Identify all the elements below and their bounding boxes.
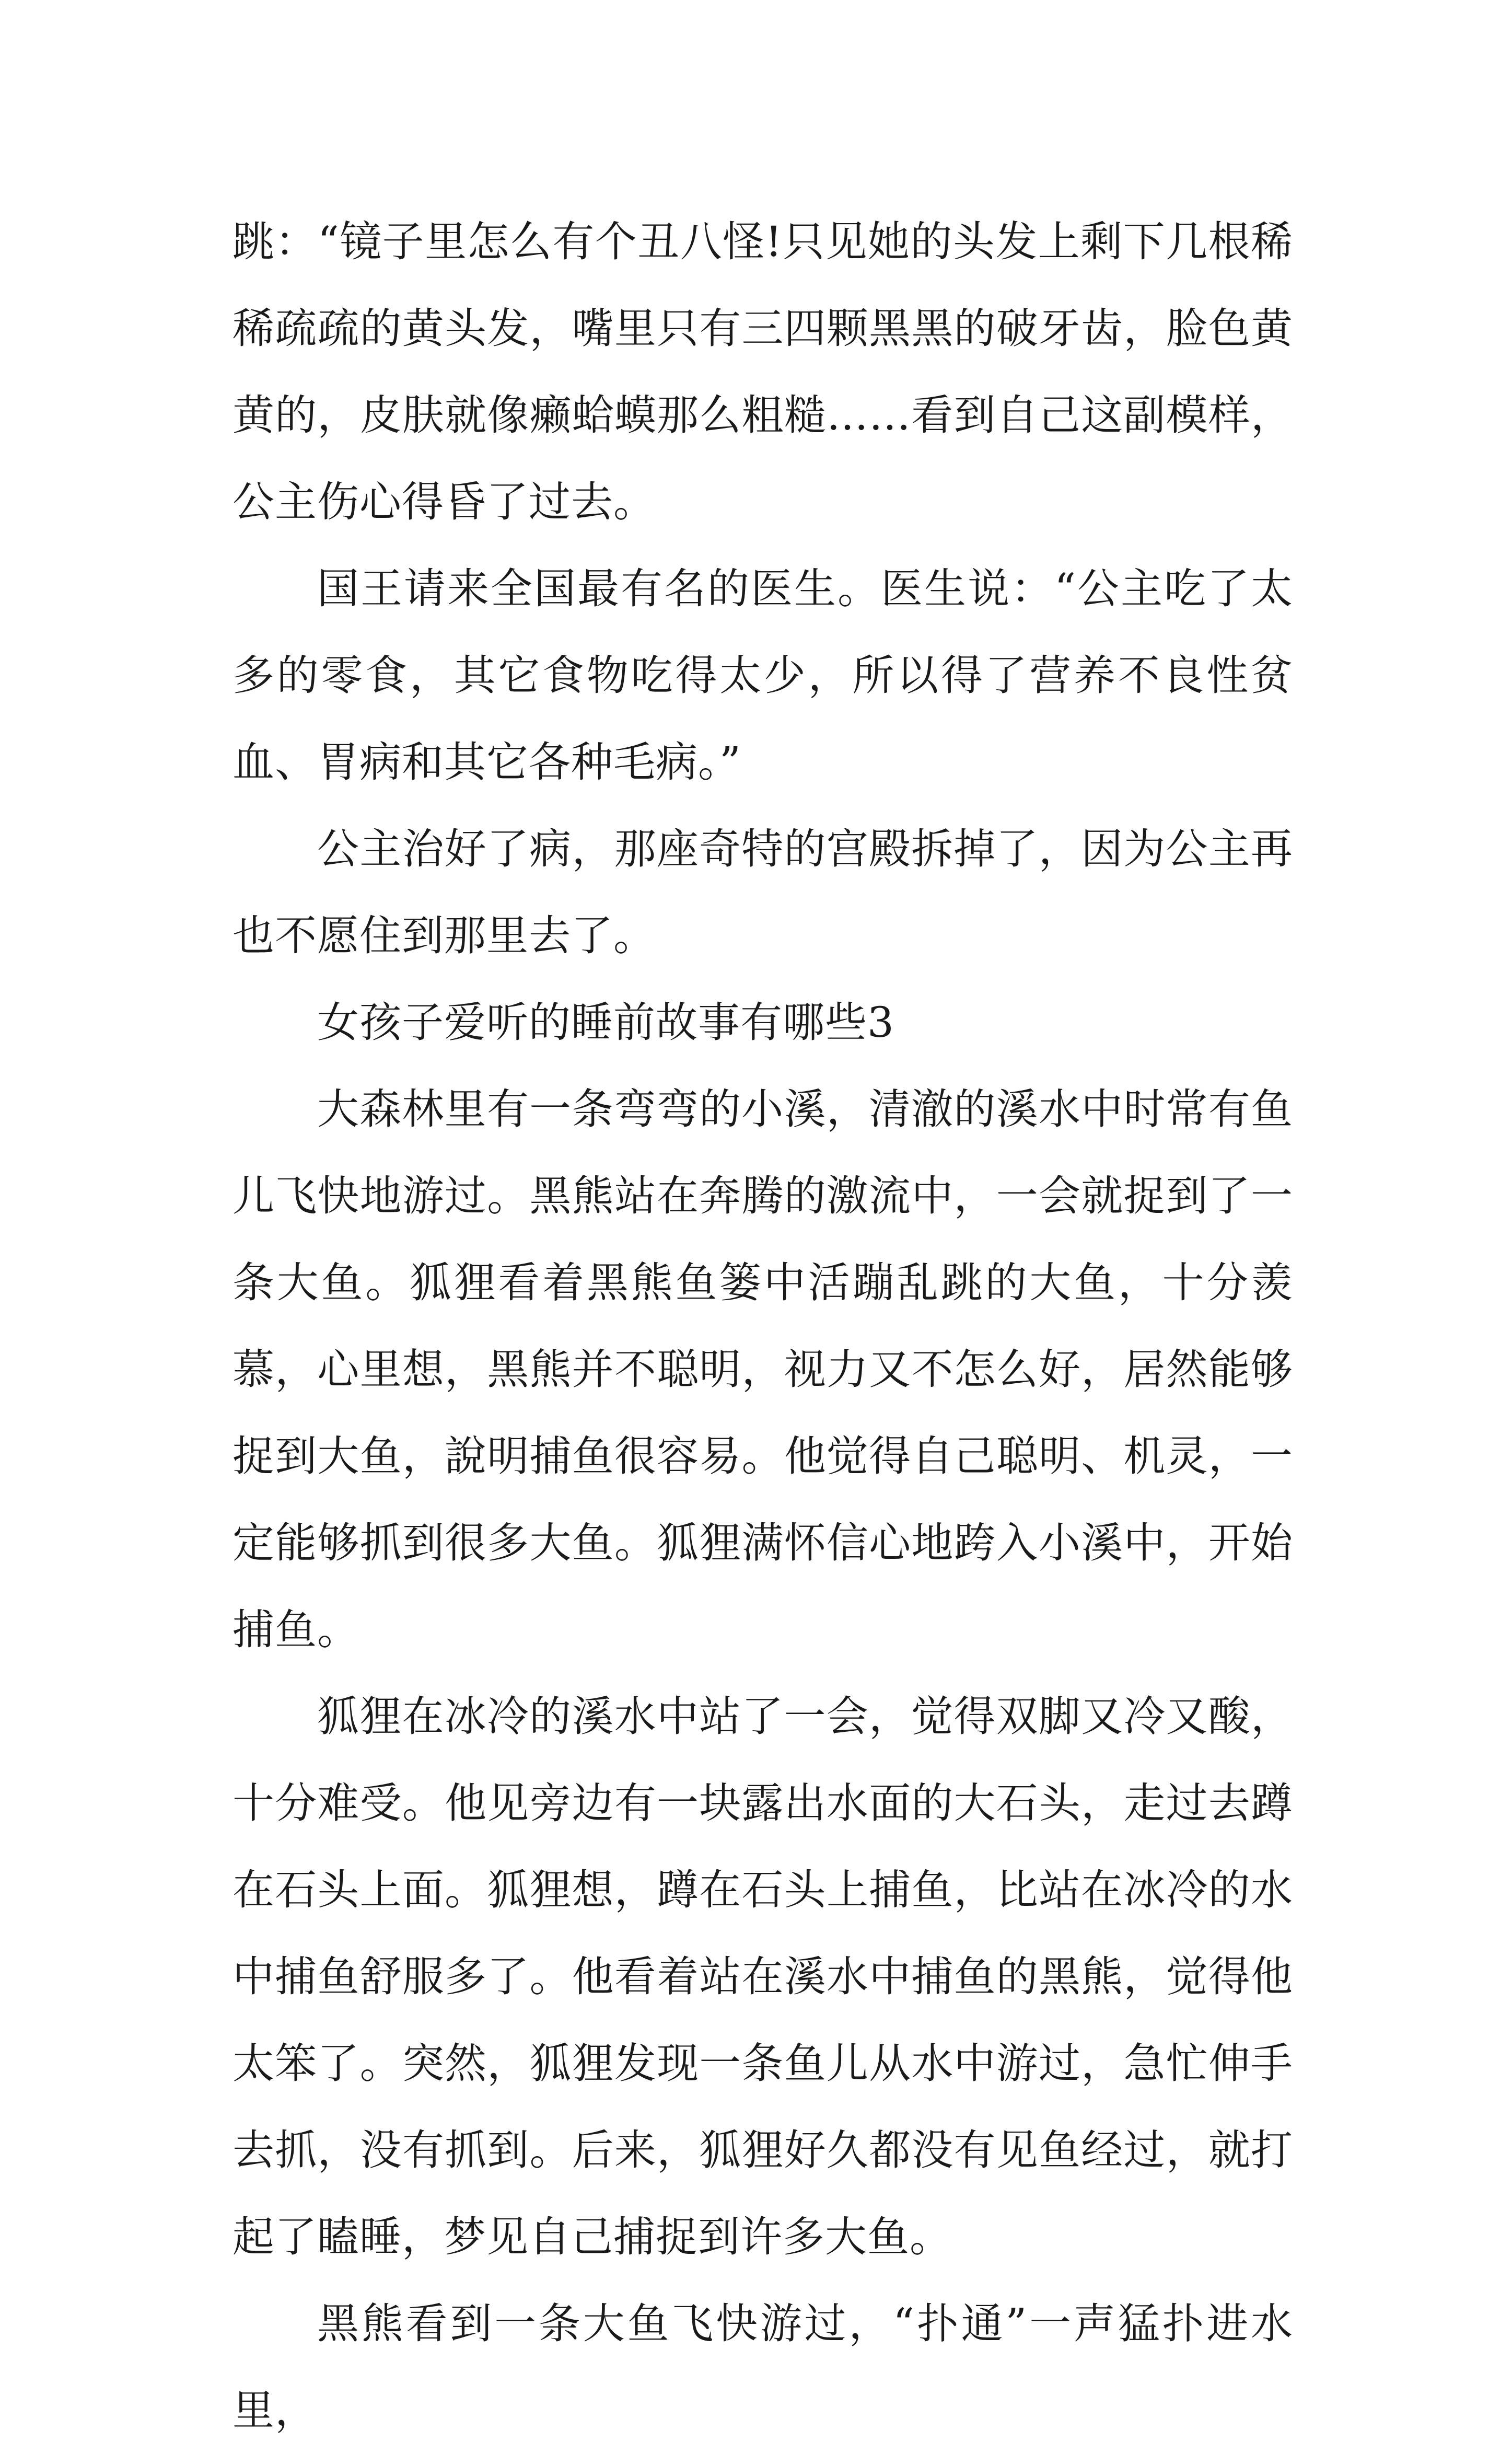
paragraph-2: 国王请来全国最有名的医生。医生说：“公主吃了太多的零食，其它食物吃得太少，所以得了营养不良性贫血、胃病和其它各种毛病。”	[232, 564, 1293, 786]
paragraph-6: 黑熊看到一条大鱼飞快游过，“扑通”一声猛扑进水里，	[232, 2299, 1293, 2435]
paragraph-3: 公主治好了病，那座奇特的宫殿拆掉了，因为公主再也不愿住到那里去了。	[232, 825, 1293, 960]
paragraph-4: 大森林里有一条弯弯的小溪，清澈的溪水中时常有鱼儿飞快地游过。黑熊站在奔腾的激流中，一会就捉到了一条大鱼。狐狸看着黑熊鱼篓中活蹦乱跳的大鱼，十分羡慕，心里想，黑熊并不聪明，视力又不怎么好，居然能够捉到大鱼，說明捕鱼很容易。他觉得自己聪明、机灵，一定能够抓到很多大鱼。狐狸满怀信心地跨入小溪中，开始捕鱼。	[232, 1085, 1293, 1654]
document-body	[232, 199, 1293, 2454]
paragraph-1: 跳：“镜子里怎么有个丑八怪!只见她的头发上剩下几根稀稀疏疏的黄头发，嘴里只有三四颗黑黑的破牙齿，脸色黄黄的，皮肤就像癞蛤蟆那么粗糙……看到自己这副模样，公主伤心得昏了过去。	[232, 217, 1293, 526]
section-heading: 女孩子爱听的睡前故事有哪些3	[317, 998, 894, 1047]
paragraph-5: 狐狸在冰冷的溪水中站了一会，觉得双脚又冷又酸，十分难受。他见旁边有一块露出水面的大石头，走过去蹲在石头上面。狐狸想，蹲在石头上捕鱼，比站在冰冷的水中捕鱼舒服多了。他看着站在溪水中捕鱼的黑熊，觉得他太笨了。突然，狐狸发现一条鱼儿从水中游过，急忙伸手去抓，没有抓到。后来，狐狸好久都没有见鱼经过，就打起了瞌睡，梦见自己捕捉到许多大鱼。	[232, 1692, 1293, 2261]
